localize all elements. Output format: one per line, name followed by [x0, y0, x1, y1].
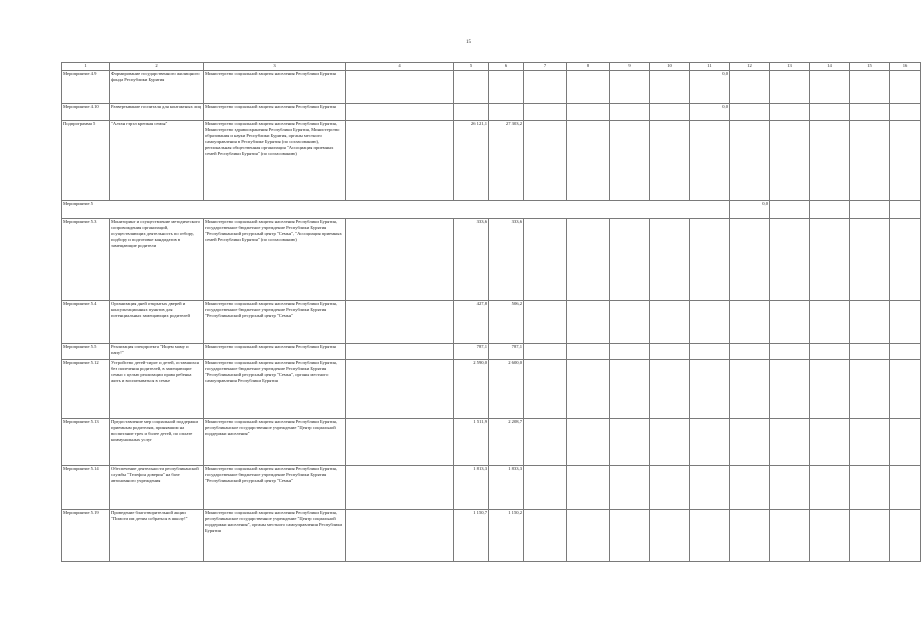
col-4-cell [346, 71, 454, 104]
col-15-cell [850, 419, 890, 466]
col-11-value [690, 301, 730, 344]
header-cell: 1 [62, 63, 110, 71]
header-cell: 14 [810, 63, 850, 71]
col-13-cell [770, 360, 810, 419]
col-14-cell [810, 419, 850, 466]
col-6-value: 1 833,3 [489, 466, 524, 510]
col-14-cell [810, 360, 850, 419]
col-4-cell [346, 344, 454, 360]
col-13-cell [770, 71, 810, 104]
col-11-value [690, 219, 730, 301]
col-12-value [730, 104, 770, 121]
col-14-cell [810, 121, 850, 201]
col-7-cell [524, 344, 567, 360]
col-8-cell [567, 466, 610, 510]
col-9-cell [610, 466, 650, 510]
col-10-cell [650, 419, 690, 466]
col-15-cell [850, 201, 890, 219]
col-15-cell [850, 510, 890, 562]
col-4-cell [346, 419, 454, 466]
col-9-cell [610, 510, 650, 562]
col-7-cell [524, 301, 567, 344]
col-8-cell [567, 71, 610, 104]
col-15-cell [850, 71, 890, 104]
col-11-value [690, 510, 730, 562]
col-7-cell [524, 121, 567, 201]
row-code: Мероприятие 5 [62, 201, 730, 219]
row-code: Мероприятие 4.9 [62, 71, 110, 104]
row-executor: Министерство социальной защиты населения Республики Бурятия [204, 71, 346, 104]
col-4-cell [346, 360, 454, 419]
col-8-cell [567, 219, 610, 301]
col-16-cell [890, 201, 921, 219]
col-12-value [730, 419, 770, 466]
col-13-cell [770, 104, 810, 121]
col-5-value: 2 590,0 [454, 360, 489, 419]
col-10-cell [650, 301, 690, 344]
col-8-cell [567, 344, 610, 360]
row-title: Формирование государственного жилищного фонда Республики Бурятия [110, 71, 204, 104]
col-7-cell [524, 360, 567, 419]
col-6-value [489, 104, 524, 121]
col-12-value [730, 466, 770, 510]
table-row [62, 301, 921, 344]
row-executor: Министерство социальной защиты населения Республики Бурятия, Министерство здравоохранения Республики Бурятия, Министерство образования и науки Республики Бурятия, органы местного самоуправления в Республике Бурятия (по согласованию), региональная общественная организация "Ассоциация приемных семей Республики Бурятия" (по согласованию) [204, 121, 346, 201]
col-6-value: 2 208,7 [489, 419, 524, 466]
row-title: Реализация спецпроекта "Ищем маму и папу!" [110, 344, 204, 360]
header-cell: 5 [454, 63, 489, 71]
col-9-cell [610, 219, 650, 301]
col-5-value: 427,8 [454, 301, 489, 344]
header-cell: 10 [650, 63, 690, 71]
row-code: Мероприятие 5.19 [62, 510, 110, 562]
col-15-cell [850, 121, 890, 201]
col-4-cell [346, 104, 454, 121]
col-9-cell [610, 104, 650, 121]
col-13-cell [770, 344, 810, 360]
col-5-value: 1 511,9 [454, 419, 489, 466]
row-title: Устройство детей-сирот и детей, оставшихся без попечения родителей, в замещающие семьи с целью реализации права ребенка жить и воспитываться в семье [110, 360, 204, 419]
col-7-cell [524, 71, 567, 104]
table-row [62, 121, 921, 201]
table-row [62, 201, 921, 219]
col-8-cell [567, 360, 610, 419]
col-16-cell [890, 121, 921, 201]
col-13-cell [770, 510, 810, 562]
col-7-cell [524, 419, 567, 466]
col-8-cell [567, 510, 610, 562]
col-12-value [730, 71, 770, 104]
table-row [62, 419, 921, 466]
col-16-cell [890, 71, 921, 104]
col-16-cell [890, 344, 921, 360]
col-15-cell [850, 104, 890, 121]
col-6-value: 27 303,2 [489, 121, 524, 201]
header-cell: 16 [890, 63, 921, 71]
row-code: Мероприятие 5.4 [62, 301, 110, 344]
col-5-value: 1 813,3 [454, 466, 489, 510]
col-8-cell [567, 419, 610, 466]
table-row [62, 360, 921, 419]
col-14-cell [810, 301, 850, 344]
col-11-value: 0,0 [690, 71, 730, 104]
col-11-value [690, 360, 730, 419]
col-9-cell [610, 121, 650, 201]
col-15-cell [850, 360, 890, 419]
col-5-value [454, 71, 489, 104]
col-11-value [690, 419, 730, 466]
col-13-cell [770, 419, 810, 466]
col-8-cell [567, 104, 610, 121]
header-cell: 2 [110, 63, 204, 71]
col-10-cell [650, 71, 690, 104]
row-executor: Министерство социальной защиты населения Республики Бурятия, государственное бюджетное учреждение Республики Бурятия "Республиканский ресурсный центр "Семья", "Ассоциация приемных семей Республики Бурятия" (по согласованию) [204, 219, 346, 301]
col-9-cell [610, 71, 650, 104]
col-5-value: 333,6 [454, 219, 489, 301]
col-12-value [730, 121, 770, 201]
col-15-cell [850, 219, 890, 301]
col-5-value: 1 150,7 [454, 510, 489, 562]
row-executor: Министерство социальной защиты населения Республики Бурятия, республиканское государственное учреждение "Центр социальной поддержки населения", органы местного самоуправления Республики Бурятия [204, 510, 346, 562]
row-executor: Министерство социальной защиты населения Республики Бурятия [204, 344, 346, 360]
col-9-cell [610, 344, 650, 360]
col-10-cell [650, 510, 690, 562]
table-row [62, 219, 921, 301]
col-6-value: 1 150,2 [489, 510, 524, 562]
col-15-cell [850, 466, 890, 510]
row-title: Развертывание госпиталя для контактных лиц [110, 104, 204, 121]
row-executor: Министерство социальной защиты населения Республики Бурятия, государственное бюджетное учреждение Республики Бурятия "Республиканский ресурсный центр "Семья" [204, 466, 346, 510]
header-cell: 11 [690, 63, 730, 71]
table-row [62, 104, 921, 121]
col-14-cell [810, 510, 850, 562]
col-13-cell [770, 201, 810, 219]
col-16-cell [890, 301, 921, 344]
col-4-cell [346, 510, 454, 562]
header-cell: 4 [346, 63, 454, 71]
col-4-cell [346, 466, 454, 510]
col-12-value [730, 219, 770, 301]
col-13-cell [770, 121, 810, 201]
col-14-cell [810, 466, 850, 510]
row-executor: Министерство социальной защиты населения Республики Бурятия, государственное бюджетное учреждение Республики Бурятия "Республиканский ресурсный центр "Семья", органы местного самоуправления Республики Бурятия [204, 360, 346, 419]
col-7-cell [524, 510, 567, 562]
col-12-value [730, 301, 770, 344]
col-12-value: 0,0 [730, 201, 770, 219]
col-15-cell [850, 301, 890, 344]
table-row [62, 510, 921, 562]
col-7-cell [524, 466, 567, 510]
row-title: Мониторинг и осуществление методического сопровождения организаций, осуществляющих деятельность по отбору, подбору и подготовке кандидатов в замещающие родители [110, 219, 204, 301]
col-10-cell [650, 219, 690, 301]
row-title: Организация дней открытых дверей и консультационных пунктов для потенциальных замещающих родителей [110, 301, 204, 344]
col-12-value [730, 344, 770, 360]
col-13-cell [770, 301, 810, 344]
header-cell: 9 [610, 63, 650, 71]
col-10-cell [650, 466, 690, 510]
col-16-cell [890, 104, 921, 121]
col-8-cell [567, 121, 610, 201]
col-4-cell [346, 301, 454, 344]
header-cell: 7 [524, 63, 567, 71]
col-10-cell [650, 360, 690, 419]
col-12-value [730, 360, 770, 419]
col-5-value: 26 121,1 [454, 121, 489, 201]
page-number: 15 [466, 40, 471, 45]
col-6-value: 506,2 [489, 301, 524, 344]
col-14-cell [810, 344, 850, 360]
col-16-cell [890, 419, 921, 466]
row-title: Проведение благотворительной акции "Помоги им детям собраться в школу!" [110, 510, 204, 562]
row-code: Мероприятие 5.14 [62, 466, 110, 510]
col-14-cell [810, 71, 850, 104]
program-table [61, 62, 921, 562]
col-14-cell [810, 219, 850, 301]
header-cell: 3 [204, 63, 346, 71]
col-13-cell [770, 466, 810, 510]
header-cell: 15 [850, 63, 890, 71]
row-title: Предоставление мер социальной поддержки приемным родителям, принявшим на воспитание трех и более детей, по оплате коммунальных услуг [110, 419, 204, 466]
row-code: Мероприятие 4.10 [62, 104, 110, 121]
col-11-value [690, 121, 730, 201]
col-7-cell [524, 219, 567, 301]
col-10-cell [650, 121, 690, 201]
table-row [62, 344, 921, 360]
col-15-cell [850, 344, 890, 360]
col-14-cell [810, 201, 850, 219]
col-16-cell [890, 466, 921, 510]
col-5-value: 787,1 [454, 344, 489, 360]
row-title: Обеспечение деятельности республиканской службы "Телефон доверия" на базе автономного учреждения [110, 466, 204, 510]
col-6-value: 333,6 [489, 219, 524, 301]
col-6-value: 2 600,0 [489, 360, 524, 419]
row-code: Подпрограмма 5 [62, 121, 110, 201]
col-9-cell [610, 301, 650, 344]
row-title: "Алтан гэрэл крепкая семья" [110, 121, 204, 201]
col-7-cell [524, 104, 567, 121]
header-cell: 12 [730, 63, 770, 71]
col-6-value: 787,1 [489, 344, 524, 360]
col-4-cell [346, 121, 454, 201]
col-10-cell [650, 344, 690, 360]
col-11-value: 0,0 [690, 104, 730, 121]
col-12-value [730, 510, 770, 562]
row-executor: Министерство социальной защиты населения Республики Бурятия [204, 104, 346, 121]
row-executor: Министерство социальной защиты населения Республики Бурятия, республиканское государственное учреждение "Центр социальной поддержки населения" [204, 419, 346, 466]
col-5-value [454, 104, 489, 121]
col-6-value [489, 71, 524, 104]
row-code: Мероприятие 5.5 [62, 344, 110, 360]
table-row [62, 71, 921, 104]
header-cell: 6 [489, 63, 524, 71]
col-11-value [690, 344, 730, 360]
header-cell: 13 [770, 63, 810, 71]
row-code: Мероприятие 5.12 [62, 360, 110, 419]
col-16-cell [890, 360, 921, 419]
row-code: Мероприятие 5.3 [62, 219, 110, 301]
row-executor: Министерство социальной защиты населения Республики Бурятия, государственное бюджетное учреждение Республики Бурятия "Республиканский ресурсный центр "Семья" [204, 301, 346, 344]
col-13-cell [770, 219, 810, 301]
col-16-cell [890, 219, 921, 301]
row-code: Мероприятие 5.13 [62, 419, 110, 466]
header-row [62, 63, 921, 71]
col-11-value [690, 466, 730, 510]
col-10-cell [650, 104, 690, 121]
col-4-cell [346, 219, 454, 301]
col-14-cell [810, 104, 850, 121]
header-cell: 8 [567, 63, 610, 71]
col-8-cell [567, 301, 610, 344]
col-9-cell [610, 360, 650, 419]
col-16-cell [890, 510, 921, 562]
col-9-cell [610, 419, 650, 466]
table-row [62, 466, 921, 510]
